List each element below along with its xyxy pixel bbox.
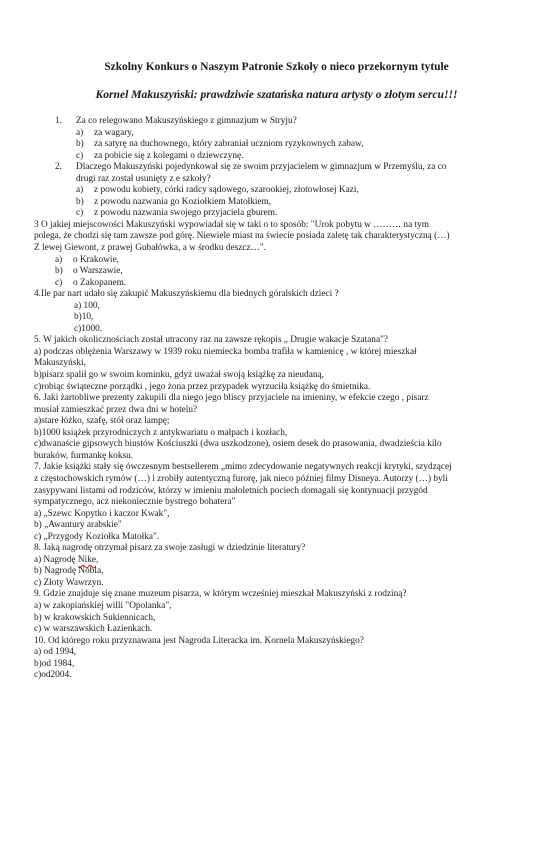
answer-7a: a) „Szewc Kopytko i kaczor Kwak", — [34, 508, 170, 519]
answer-8a — [34, 555, 526, 567]
document-title: Szkolny Konkurs o Naszym Patronie Szkoły o nieco przekornym tytule — [104, 61, 449, 73]
question-9: 9. Gdzie znajduje się znane muzeum pisarza, w którym wcześniej mieszkał Makuszyński z rodziną? — [34, 589, 407, 600]
answer-text: za pobicie się z kolegami o dziewczynę. — [94, 150, 244, 161]
answer-label: b) — [76, 139, 84, 150]
answer-3a — [34, 255, 526, 267]
answer-6b: b)1000 książek przyrodniczych z antykwariatu o małpach i kozłach, — [34, 427, 288, 438]
answer-9c: c) w warszawskich Łazienkach. — [34, 624, 153, 635]
answer-text: a) Nagrodę — [34, 554, 78, 565]
question-1 — [34, 116, 526, 128]
answer-10c: c)od2004. — [34, 670, 72, 681]
answer-label: a) — [55, 254, 63, 265]
spellcheck-word: Nike — [77, 554, 96, 565]
question-4: 4.Ile par nart udało się zakupić Makuszyńskiemu dla biednych góralskich dzieci ? — [34, 289, 339, 300]
answer-10a: a) od 1994, — [34, 647, 77, 658]
answer-9a: a) w zakopiańskiej willi "Opolanka", — [34, 600, 172, 611]
answer-label: b) — [55, 266, 63, 277]
question-6-cont: musiał zamieszkać przez dwa dni w hotelu? — [34, 404, 198, 415]
answer-6c-cont: buraków, furmankę koksu. — [34, 450, 134, 461]
answer-3b — [34, 266, 526, 278]
answer-text: za satyrę na duchownego, który zabraniał uczniom ryzykownych zabaw, — [94, 139, 364, 150]
answer-text: z powodu kobiety, córki radcy sądowego, szarookiej, złotowłosej Kazi, — [94, 185, 359, 196]
question-3-cont-1: polega, że chodzi się tam zawsze pod górę. Niewiele miast na świecie posiada zaletę tak charakterystyczną (…) — [34, 231, 450, 242]
answer-6c: c)dwanaście gipsowych biustów Kościuszki (dwa uszkodzone), osiem desek do prasowania, dwadzieścia kilo — [34, 439, 442, 450]
answer-2c — [34, 208, 526, 220]
answer-6a: a)stare łóżko, szafę, stół oraz lampę; — [34, 416, 170, 427]
answer-4a: a) 100, — [74, 300, 100, 311]
question-3: 3 O jakiej miejscowości Makuszyński wypowiadał się w taki o to sposób: "Urok pobytu w ……… na tym — [34, 219, 429, 230]
answer-label: c) — [76, 150, 84, 161]
answer-5a: a) podczas oblężenia Warszawy w 1939 roku niemiecka bomba trafiła w kamienicę , w której mieszkał — [34, 346, 417, 357]
answer-5a-cont: Makuszyński, — [34, 358, 86, 369]
answer-text: z powodu nazwania go Koziołkiem Matołkiem, — [94, 196, 272, 207]
answer-1c — [34, 151, 526, 163]
answer-4b: b)10, — [74, 312, 94, 323]
question-5: 5. W jakich okolicznościach został utracony raz na zawsze rękopis „ Drugie wakacje Szatana"? — [34, 335, 388, 346]
document-subtitle: Kornel Makuszyński: prawdziwie szatańska natura artysty o złotym sercu!!! — [95, 88, 458, 101]
question-8: 8. Jaką nagrodę otrzymał pisarz za swoje zasługi w dziedzinie literatury? — [34, 543, 306, 554]
answer-2b — [34, 197, 526, 209]
answer-10b: b)od 1984, — [34, 658, 75, 669]
answer-9b: b) w krakowskich Sukiennicach, — [34, 612, 156, 623]
answer-8b: b) Nagrodę Nobla, — [34, 566, 104, 577]
answer-text: o Zakopanem. — [73, 277, 127, 288]
question-6: 6. Jaki żartobliwe prezenty zakupili dla niego jego bliscy przyjaciele na imieniny, w efekcie czego , pisarz — [34, 393, 429, 404]
question-2-text: Dlaczego Makuszyński pojedynkował się ze swoim przyjacielem w gimnazjum w Przemyślu, za co — [76, 162, 447, 173]
quiz-body — [34, 116, 526, 682]
answer-label: a) — [76, 185, 84, 196]
question-10: 10. Od którego roku przyznawana jest Nagroda Literacka im. Kornela Makuszyńskiego? — [34, 635, 364, 646]
answer-5b: b)pisarz spalił go w swoim kominku, gdyż uważał swoją książkę za nieudaną, — [34, 370, 324, 381]
answer-label: c) — [76, 208, 84, 219]
question-2-number: 2. — [55, 162, 62, 173]
question-1-number: 1. — [55, 116, 62, 126]
answer-text: , — [95, 554, 99, 565]
question-3-cont-2: Z lewej Giewont, z prawej Gubałówka, a w środku deszcz…". — [34, 243, 267, 254]
question-7-cont-2: zasypywani listami od rodziców, którzy w imieniu małoletnich pociech domagali się kontynuacji przygód — [34, 485, 428, 496]
question-7-cont-1: z częstochowskich rymów (…) i zrobiły autentyczną furorę, jak nieco później filmy Disneya. Autorzy (…) byli — [34, 473, 448, 484]
answer-text: o Krakowie, — [73, 254, 119, 265]
answer-8c: c) Złoty Wawrzyn. — [34, 577, 104, 588]
answer-1b — [34, 139, 526, 151]
answer-text: za wagary, — [94, 127, 134, 138]
answer-label: a) — [76, 127, 84, 138]
answer-4c: c)1000. — [74, 323, 103, 334]
question-7-cont-3: sympatycznego, acz niekoniecznie bystrego bohatera" — [34, 497, 236, 508]
question-1-text: Za co relegowano Makuszyńskiego z gimnazjum w Stryju? — [76, 116, 297, 126]
answer-7c: c) „Przygody Koziołka Matołka". — [34, 531, 160, 542]
answer-1a — [34, 128, 526, 140]
answer-5c: c)robiąc świąteczne porządki , jego żona przez przypadek wyrzuciła książkę do śmietnika. — [34, 381, 371, 392]
question-2-text-cont: drugi raz został usunięty z e szkoły? — [76, 173, 211, 184]
question-7: 7. Jakie książki stały się ówczesnym bestsellerem „mimo zdecydowanie negatywnych reakcji krytyki, szydzącej — [34, 462, 452, 473]
answer-label: b) — [76, 196, 84, 207]
answer-text: o Warszawie, — [73, 266, 123, 277]
answer-3c — [34, 278, 526, 290]
answer-label: c) — [55, 277, 63, 288]
question-2 — [34, 162, 526, 174]
answer-2a — [34, 185, 526, 197]
answer-7b: b) „Awantury arabskie" — [34, 520, 122, 531]
answer-text: z powodu nazwania swojego przyjaciela gburem. — [94, 208, 278, 219]
